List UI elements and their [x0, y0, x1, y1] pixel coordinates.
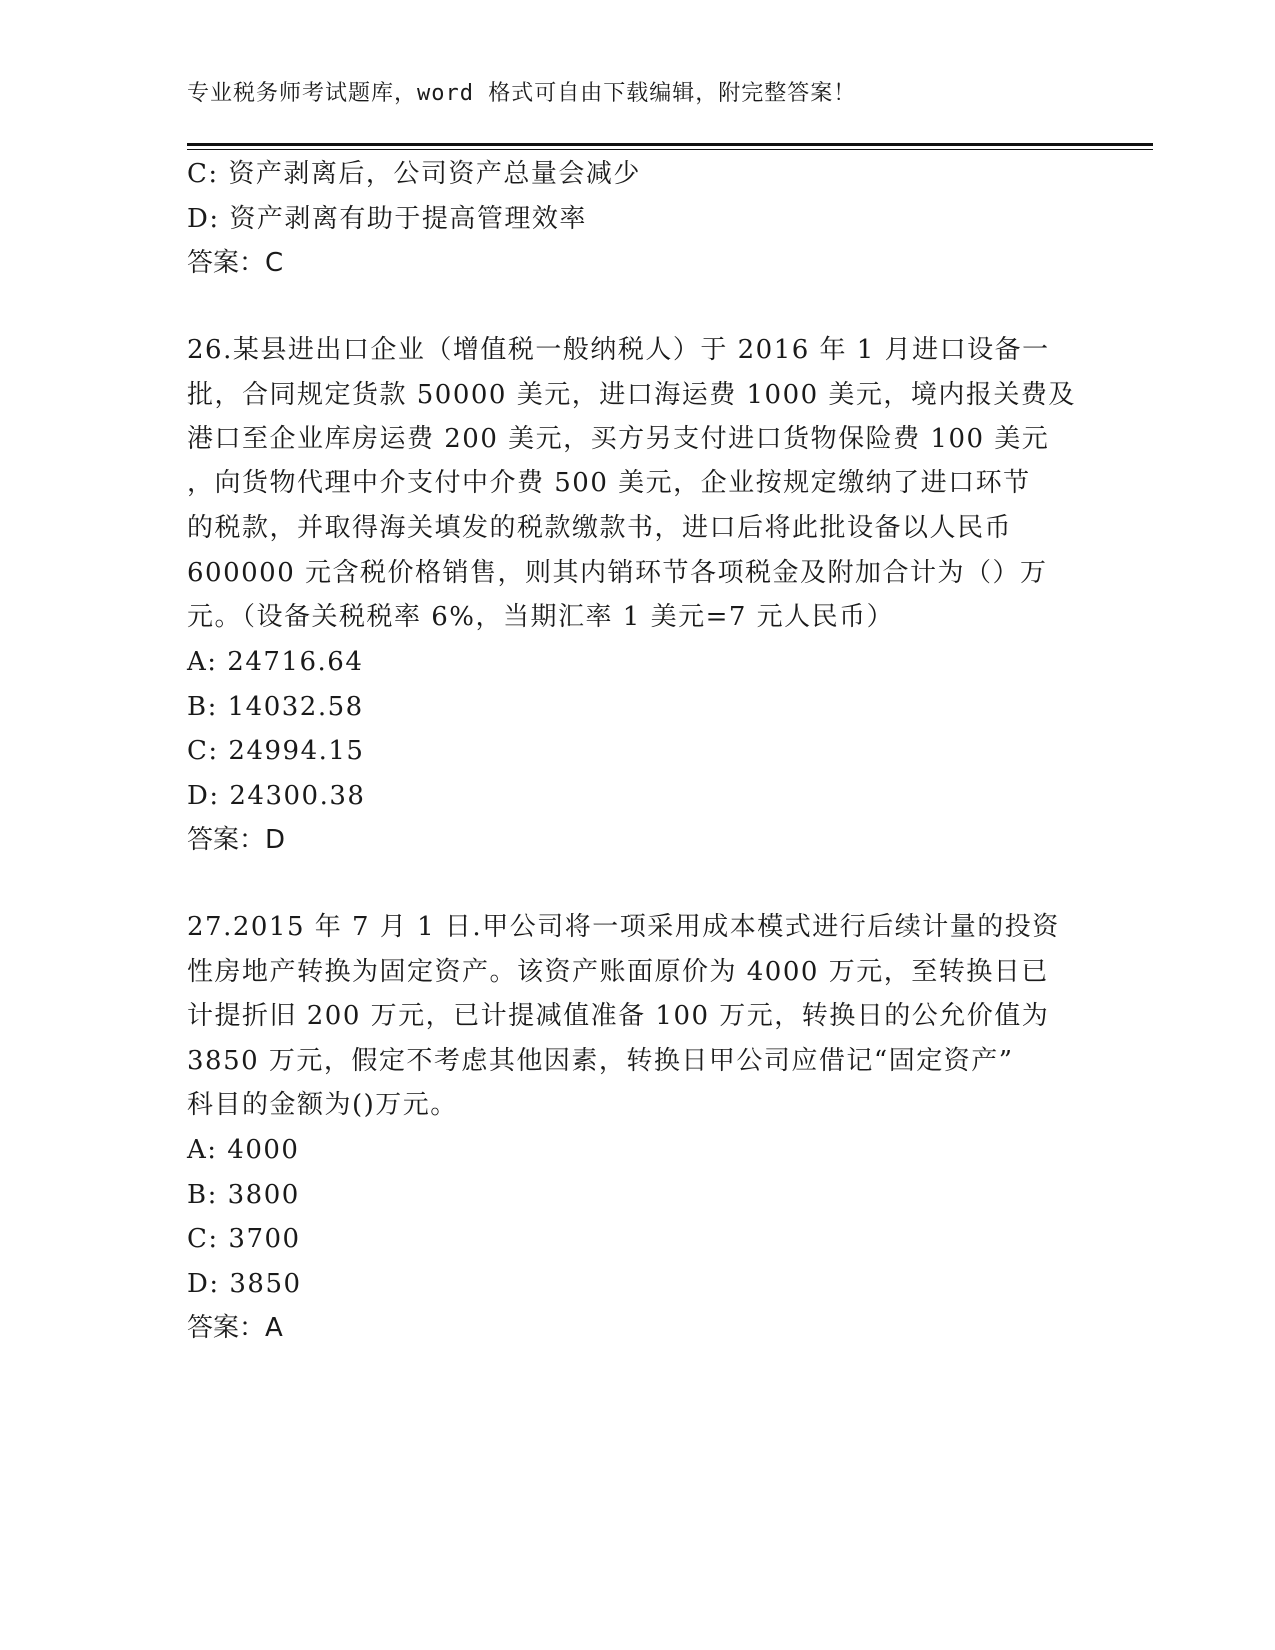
option-c: C: 资产剥离后，公司资产总量会减少: [187, 159, 641, 189]
option-c: C: 24994.15: [187, 736, 365, 766]
question-26-line-3: 港口至企业库房运费 200 美元，买方另支付进口货物保险费 100 美元: [187, 424, 1050, 454]
option-a: A: 4000: [187, 1135, 300, 1165]
question-27-line-1: 27.2015 年 7 月 1 日.甲公司将一项采用成本模式进行后续计量的投资: [187, 912, 1060, 942]
answer-line: 答案：C: [187, 248, 284, 278]
question-26-line-6: 600000 元含税价格销售，则其内销环节各项税金及附加合计为（）万: [187, 558, 1048, 588]
question-27-line-5: 科目的金额为()万元。: [187, 1090, 458, 1120]
option-a: A: 24716.64: [187, 647, 364, 677]
option-c: C: 3700: [187, 1224, 301, 1254]
option-d: D: 24300.38: [187, 781, 366, 811]
answer-line: 答案：A: [187, 1313, 283, 1343]
question-26-line-7: 元。（设备关税税率 6%，当期汇率 1 美元=7 元人民币）: [187, 602, 895, 632]
header-divider-thin: [187, 149, 1153, 150]
answer-line: 答案：D: [187, 825, 286, 855]
question-26-line-1: 26.某县进出口企业（增值税一般纳税人）于 2016 年 1 月进口设备一: [187, 335, 1050, 365]
option-d: D: 资产剥离有助于提高管理效率: [187, 204, 587, 234]
option-d: D: 3850: [187, 1269, 302, 1299]
question-26-line-4: ，向货物代理中介支付中介费 500 美元，企业按规定缴纳了进口环节: [187, 468, 1031, 498]
question-27-line-2: 性房地产转换为固定资产。该资产账面原价为 4000 万元，至转换日已: [187, 957, 1049, 987]
question-26-line-2: 批，合同规定货款 50000 美元，进口海运费 1000 美元，境内报关费及: [187, 380, 1076, 410]
header-divider-thick: [187, 143, 1153, 146]
option-b: B: 14032.58: [187, 692, 364, 722]
question-27-line-3: 计提折旧 200 万元，已计提减值准备 100 万元，转换日的公允价值为: [187, 1001, 1050, 1031]
question-27-line-4: 3850 万元，假定不考虑其他因素，转换日甲公司应借记“固定资产”: [187, 1046, 1014, 1076]
option-b: B: 3800: [187, 1180, 300, 1210]
page-header: 专业税务师考试题库，word 格式可自由下载编辑，附完整答案！: [187, 81, 857, 106]
question-26-line-5: 的税款，并取得海关填发的税款缴款书，进口后将此批设备以人民币: [187, 513, 1013, 543]
